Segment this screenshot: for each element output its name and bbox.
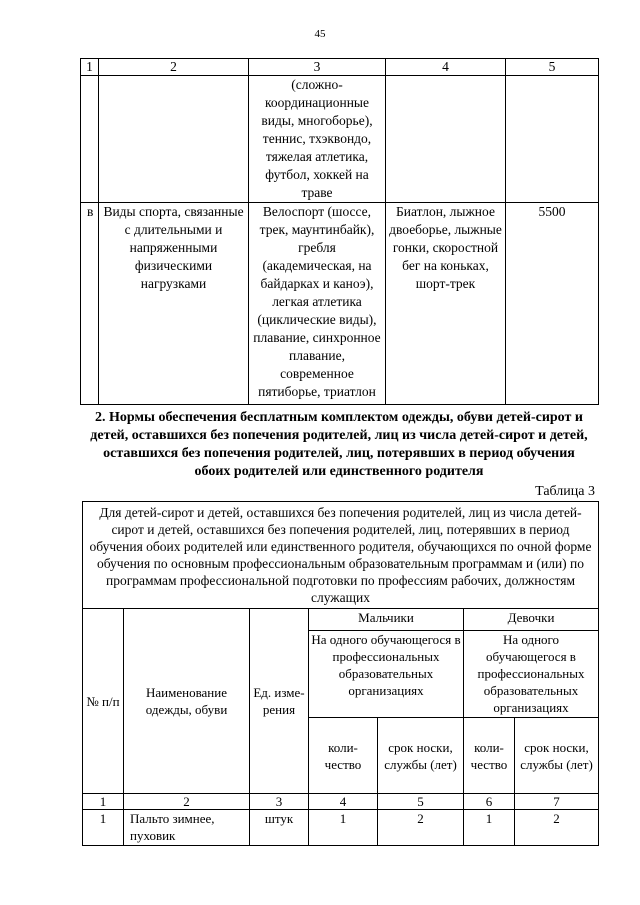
header-cell: 4 <box>386 59 506 76</box>
header-cell: 2 <box>99 59 249 76</box>
column-number: 2 <box>124 794 250 810</box>
table-row <box>81 203 599 405</box>
col-unit-header: Ед. изме-рения <box>250 609 309 794</box>
boys-qty: 1 <box>309 810 378 846</box>
column-number: 3 <box>250 794 309 810</box>
table-intro-row <box>83 502 599 609</box>
table-cell <box>506 76 599 203</box>
table-header-row <box>81 59 599 76</box>
sports-list-cell: Велоспорт (шоссе, трек, маунтинбайк), гребля (академическая, на байдарках и каноэ), легкая атлетика (циклические виды), плавание, синхронное плавание, современное пятиборье, триатлон <box>249 203 386 405</box>
sports-list-cell: (сложно-координационные виды, многоборье), теннис, тхэквондо, тяжелая атлетика, футбол, хоккей на траве <box>249 76 386 203</box>
col-number-header: № п/п <box>83 609 124 794</box>
table-cell <box>81 76 99 203</box>
item-unit: штук <box>250 810 309 846</box>
column-numbers-row <box>83 794 599 810</box>
boys-wear-header: срок носки, службы (лет) <box>378 718 464 794</box>
section-heading: 2. Нормы обеспечения бесплатным комплектом одежды, обуви детей-сирот и детей, оставшихся без попечения родителей, лиц из числа детей-сирот и детей, оставшихся без попечения родителей, лиц, потерявших в период обучения обоих родителей или единственного родителя <box>90 410 588 479</box>
boys-header: Мальчики <box>309 609 464 631</box>
winter-sports-cell: Биатлон, лыжное двоеборье, лыжные гонки, скоростной бег на коньках, шорт-трек <box>386 203 506 405</box>
table-header-row <box>83 609 599 631</box>
column-number: 6 <box>464 794 515 810</box>
header-cell: 1 <box>81 59 99 76</box>
header-cell: 3 <box>249 59 386 76</box>
girls-wear-header: срок носки, службы (лет) <box>515 718 599 794</box>
boys-years: 2 <box>378 810 464 846</box>
table-intro: Для детей-сирот и детей, оставшихся без попечения родителей, лиц из числа детей-сирот и детей, оставшихся без попечения родителей, лиц, потерявших в период обучения обоих родителей или единственного родителя, обучающихся по очной форме обучения по основным профессиональным образовательным программам и (или) по программам профессиональной подготовки по профессиям рабочих, должностям служащих <box>83 502 599 609</box>
row-number: 1 <box>83 810 124 846</box>
table-cell <box>386 76 506 203</box>
table-caption: Таблица 3 <box>535 484 595 499</box>
sports-table <box>80 58 599 405</box>
table-row <box>81 76 599 203</box>
girls-years: 2 <box>515 810 599 846</box>
column-number: 4 <box>309 794 378 810</box>
col-name-header: Наименование одежды, обуви <box>124 609 250 794</box>
girls-qty-header: коли-чество <box>464 718 515 794</box>
header-cell: 5 <box>506 59 599 76</box>
column-number: 1 <box>83 794 124 810</box>
sport-group-cell: Виды спорта, связанные с длительными и напряженными физическими нагрузками <box>99 203 249 405</box>
girls-header: Девочки <box>464 609 599 631</box>
boys-qty-header: коли-чество <box>309 718 378 794</box>
column-number: 5 <box>378 794 464 810</box>
clothing-norms-table <box>82 501 599 846</box>
page-number: 45 <box>314 28 326 40</box>
amount-cell: 5500 <box>506 203 599 405</box>
row-letter: в <box>81 203 99 405</box>
girls-subheader: На одного обучающегося в профессиональных образовательных организациях <box>464 631 599 718</box>
table-cell <box>99 76 249 203</box>
boys-subheader: На одного обучающегося в профессиональных образовательных организациях <box>309 631 464 718</box>
column-number: 7 <box>515 794 599 810</box>
table-row <box>83 810 599 846</box>
item-name: Пальто зимнее, пуховик <box>124 810 250 846</box>
girls-qty: 1 <box>464 810 515 846</box>
